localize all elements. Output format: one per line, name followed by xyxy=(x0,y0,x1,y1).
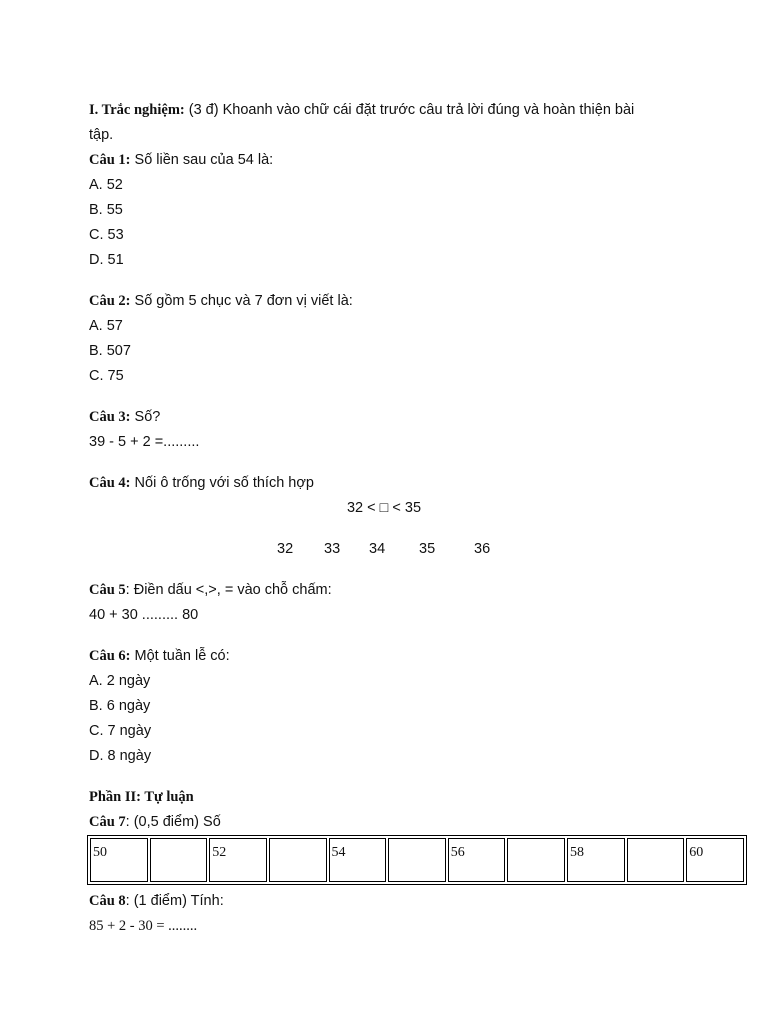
sequence-cell: 54 xyxy=(329,838,387,882)
q4-number[interactable]: 36 xyxy=(474,541,491,557)
question-2 xyxy=(89,289,729,314)
section-heading: I. Trắc nghiệm: xyxy=(89,102,185,118)
number-sequence-table xyxy=(87,835,747,885)
question-label: Câu 6: xyxy=(89,648,131,664)
part-2-heading: Phần II: Tự luận xyxy=(89,789,194,805)
question-label: Câu 2: xyxy=(89,293,131,309)
sequence-cell-blank[interactable] xyxy=(627,838,685,882)
q4-number[interactable]: 35 xyxy=(419,541,436,557)
question-text: Nối ô trống với số thích hợp xyxy=(130,475,314,491)
q1-option-c[interactable]: C. 53 xyxy=(89,227,124,243)
q1-option-a[interactable]: A. 52 xyxy=(89,177,123,193)
q5-expression: 40 + 30 ......... 80 xyxy=(89,607,199,623)
sequence-cell-blank[interactable] xyxy=(388,838,446,882)
sequence-cell-blank[interactable] xyxy=(507,838,565,882)
question-text: Số gồm 5 chục và 7 đơn vị viết là: xyxy=(130,293,353,309)
sequence-cell: 56 xyxy=(448,838,506,882)
question-label: Câu 3: xyxy=(89,409,131,425)
sequence-cell: 58 xyxy=(567,838,625,882)
q4-number[interactable]: 33 xyxy=(324,541,341,557)
q1-option-b[interactable]: B. 55 xyxy=(89,202,123,218)
question-6 xyxy=(89,644,729,669)
q6-option-c[interactable]: C. 7 ngày xyxy=(89,723,152,739)
q6-option-d[interactable]: D. 8 ngày xyxy=(89,748,152,764)
q6-option-b[interactable]: B. 6 ngày xyxy=(89,698,151,714)
sequence-cell-blank[interactable] xyxy=(150,838,208,882)
question-text: Số liền sau của 54 là: xyxy=(130,152,274,168)
question-8 xyxy=(89,889,729,914)
question-text: : (0,5 điểm) Số xyxy=(125,814,221,830)
q2-option-a[interactable]: A. 57 xyxy=(89,318,123,334)
question-label: Câu 4: xyxy=(89,475,131,491)
question-text: : (1 điểm) Tính: xyxy=(125,893,224,909)
sequence-cell: 60 xyxy=(686,838,744,882)
q4-number[interactable]: 32 xyxy=(277,541,294,557)
worksheet-content xyxy=(89,98,729,939)
question-1 xyxy=(89,148,729,173)
intro-line-2: tập. xyxy=(89,127,114,143)
table-row xyxy=(90,838,744,882)
sequence-cell-blank[interactable] xyxy=(269,838,327,882)
sequence-cell: 52 xyxy=(209,838,267,882)
question-7 xyxy=(89,810,729,835)
q4-inequality: 32 < □ < 35 xyxy=(346,500,422,516)
question-text: : Điền dấu <,>, = vào chỗ chấm: xyxy=(125,582,332,598)
q4-number-row xyxy=(89,537,729,562)
q6-option-a[interactable]: A. 2 ngày xyxy=(89,673,151,689)
q1-option-d[interactable]: D. 51 xyxy=(89,252,124,268)
q2-option-b[interactable]: B. 507 xyxy=(89,343,131,359)
question-label: Câu 7 xyxy=(89,814,126,830)
intro-line xyxy=(89,98,729,123)
question-label: Câu 8 xyxy=(89,893,126,909)
intro-instruction: (3 đ) Khoanh vào chữ cái đặt trước câu trả lời đúng và hoàn thiện bài xyxy=(184,102,635,118)
question-text: Một tuần lễ có: xyxy=(130,648,230,664)
q3-expression: 39 - 5 + 2 =......... xyxy=(89,434,200,450)
question-text: Số? xyxy=(130,409,161,425)
q2-option-c[interactable]: C. 75 xyxy=(89,368,124,384)
question-3 xyxy=(89,405,729,430)
question-5 xyxy=(89,578,729,603)
sequence-cell: 50 xyxy=(90,838,148,882)
question-label: Câu 5 xyxy=(89,582,126,598)
q4-number[interactable]: 34 xyxy=(369,541,386,557)
question-label: Câu 1: xyxy=(89,152,131,168)
question-4 xyxy=(89,471,729,496)
q8-expression: 85 + 2 - 30 = ........ xyxy=(89,918,198,934)
